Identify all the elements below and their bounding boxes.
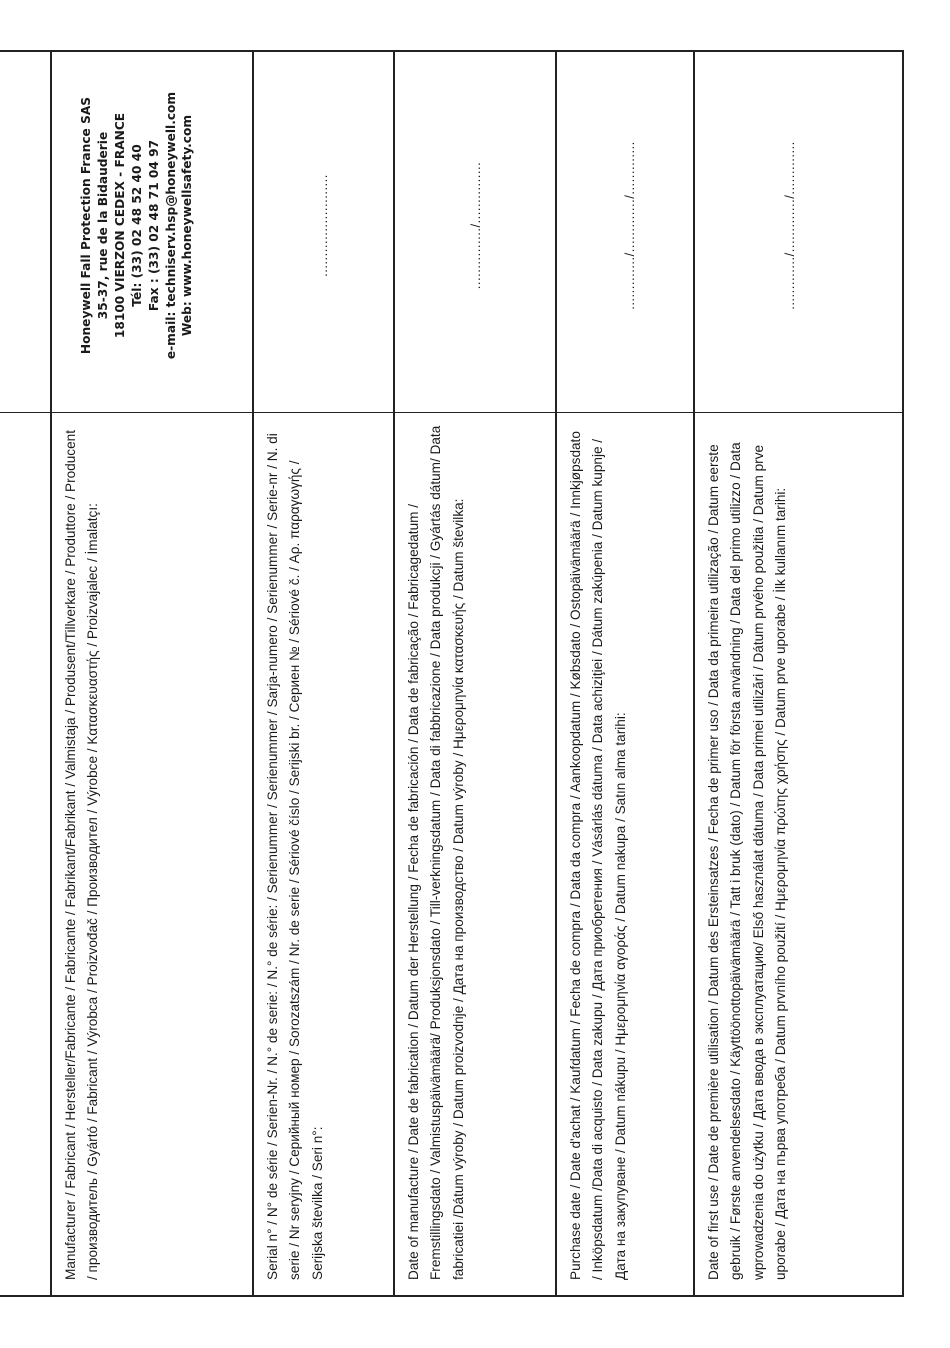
- row-divider: [902, 50, 904, 1297]
- first-use-date-field[interactable]: ............./............./.............: [782, 141, 797, 310]
- web-line: Web: www.honeywellsafety.com: [180, 114, 195, 337]
- manufacturer-address: [78, 53, 208, 398]
- column-divider: [0, 412, 904, 413]
- address-line: 35-37, rue de la Bidauderie: [95, 131, 110, 320]
- row-divider: [555, 50, 557, 1297]
- manufacture-date-field[interactable]: .............../...............: [468, 161, 483, 290]
- manufacturer-label: Manufacturer / Fabricant / Hersteller/Fabricante / Fabricante / Fabrikant/Fabrikant / Valmistaja / Produsent/Tillverkare / Produttore / Producent / производитель / Gyártó / Fabricant / Výrobca / Proizvođač / Производител / Výrobce / Κατασκευαστής / Proizvajalec / İmalatçı:: [63, 430, 101, 1280]
- row-divider: [393, 50, 395, 1297]
- row-divider: [50, 50, 52, 1297]
- purchase-date-label: Purchase date / Date d'achat / Kaufdatum / Fecha de compra / Data da compra / Aankoopdatum / Købsdato / Ostopäivämäärä / Innkjøpsdato / Inköpsdatum /Data di acquisto / Data zakupu / Дата приобретения / Vásárlás dátuma / Data achiziţiei / Dátum zakúpenia / Datum kupnje / Дата на закупуване / Datum nákupu / Ημερομηνία αγοράς / Datum nakupa / Satın alma tarihi:: [568, 431, 628, 1280]
- purchase-date-field[interactable]: ............./............./.............: [622, 141, 637, 310]
- first-use-date-label: Date of first use / Date de première utilisation / Datum des Ersteinsatzes / Fecha de primer uso / Data da primeira utilização / Datum eerste gebruik / Første anvendelsesdato / Käyttöönottopäivämäärä / Tatt i bruk (dato) / Datum för första användning / Data del primo utilizzo / Data wprowadzenia do użytku / Дата ввода в эксплуатацию/ Első használat dátuma / Data primei utilizări / Dátum prvého použitia / Datum prve uporabe / Дата на първа употреба / Datum prvního použití / Ημερομηνία πρώτης χρήσης / Datum prve uporabe / İlk kullanım tarihi:: [706, 442, 789, 1280]
- row-divider: [693, 50, 695, 1297]
- address-line: Tél: (33) 02 48 52 40 40: [129, 144, 144, 307]
- serial-number-label: Serial n° / N° de série / Serien-Nr. / N.° de serie: / N.° de série: / Serienummer / Serienummer / Sarja-numero / Serienummer / Serie-nr / N. di serie / Nr seryjny / Серийный номер / Sorozatszám / Nr. de serie / Sériové číslo / Serijski br. / Сериен № / Sériové č. / Αρ. παραγωγής / Serijska številka / Seri n°:: [265, 433, 325, 1280]
- address-line: Honeywell Fall Protection France SAS: [79, 96, 93, 355]
- manufacture-date-label: Date of manufacture / Date de fabrication / Datum der Herstellung / Fecha de fabricación / Data de fabricação / Fabricagedatum / Fremstillingsdato / Valmistuspäivämäärä/ Produksjonsdato / Till-verkningsdatum / Data di fabbricazione / Data produkcji / Gyártás dátum/ Data fabricatiei /Dátum výroby / Datum proizvodnje / Дата на производство / Datum výroby / Ημερομηνία κατασκευής / Datum številka:: [406, 425, 466, 1280]
- email-line: e-mail: techniserv.hsp@honeywell.com: [163, 91, 178, 360]
- address-line: 18100 VIERZON CEDEX - FRANCE: [112, 112, 127, 339]
- row-divider: [252, 50, 254, 1297]
- address-line: Fax : (33) 02 48 71 04 97: [146, 139, 161, 312]
- serial-number-field[interactable]: .........................: [315, 174, 330, 277]
